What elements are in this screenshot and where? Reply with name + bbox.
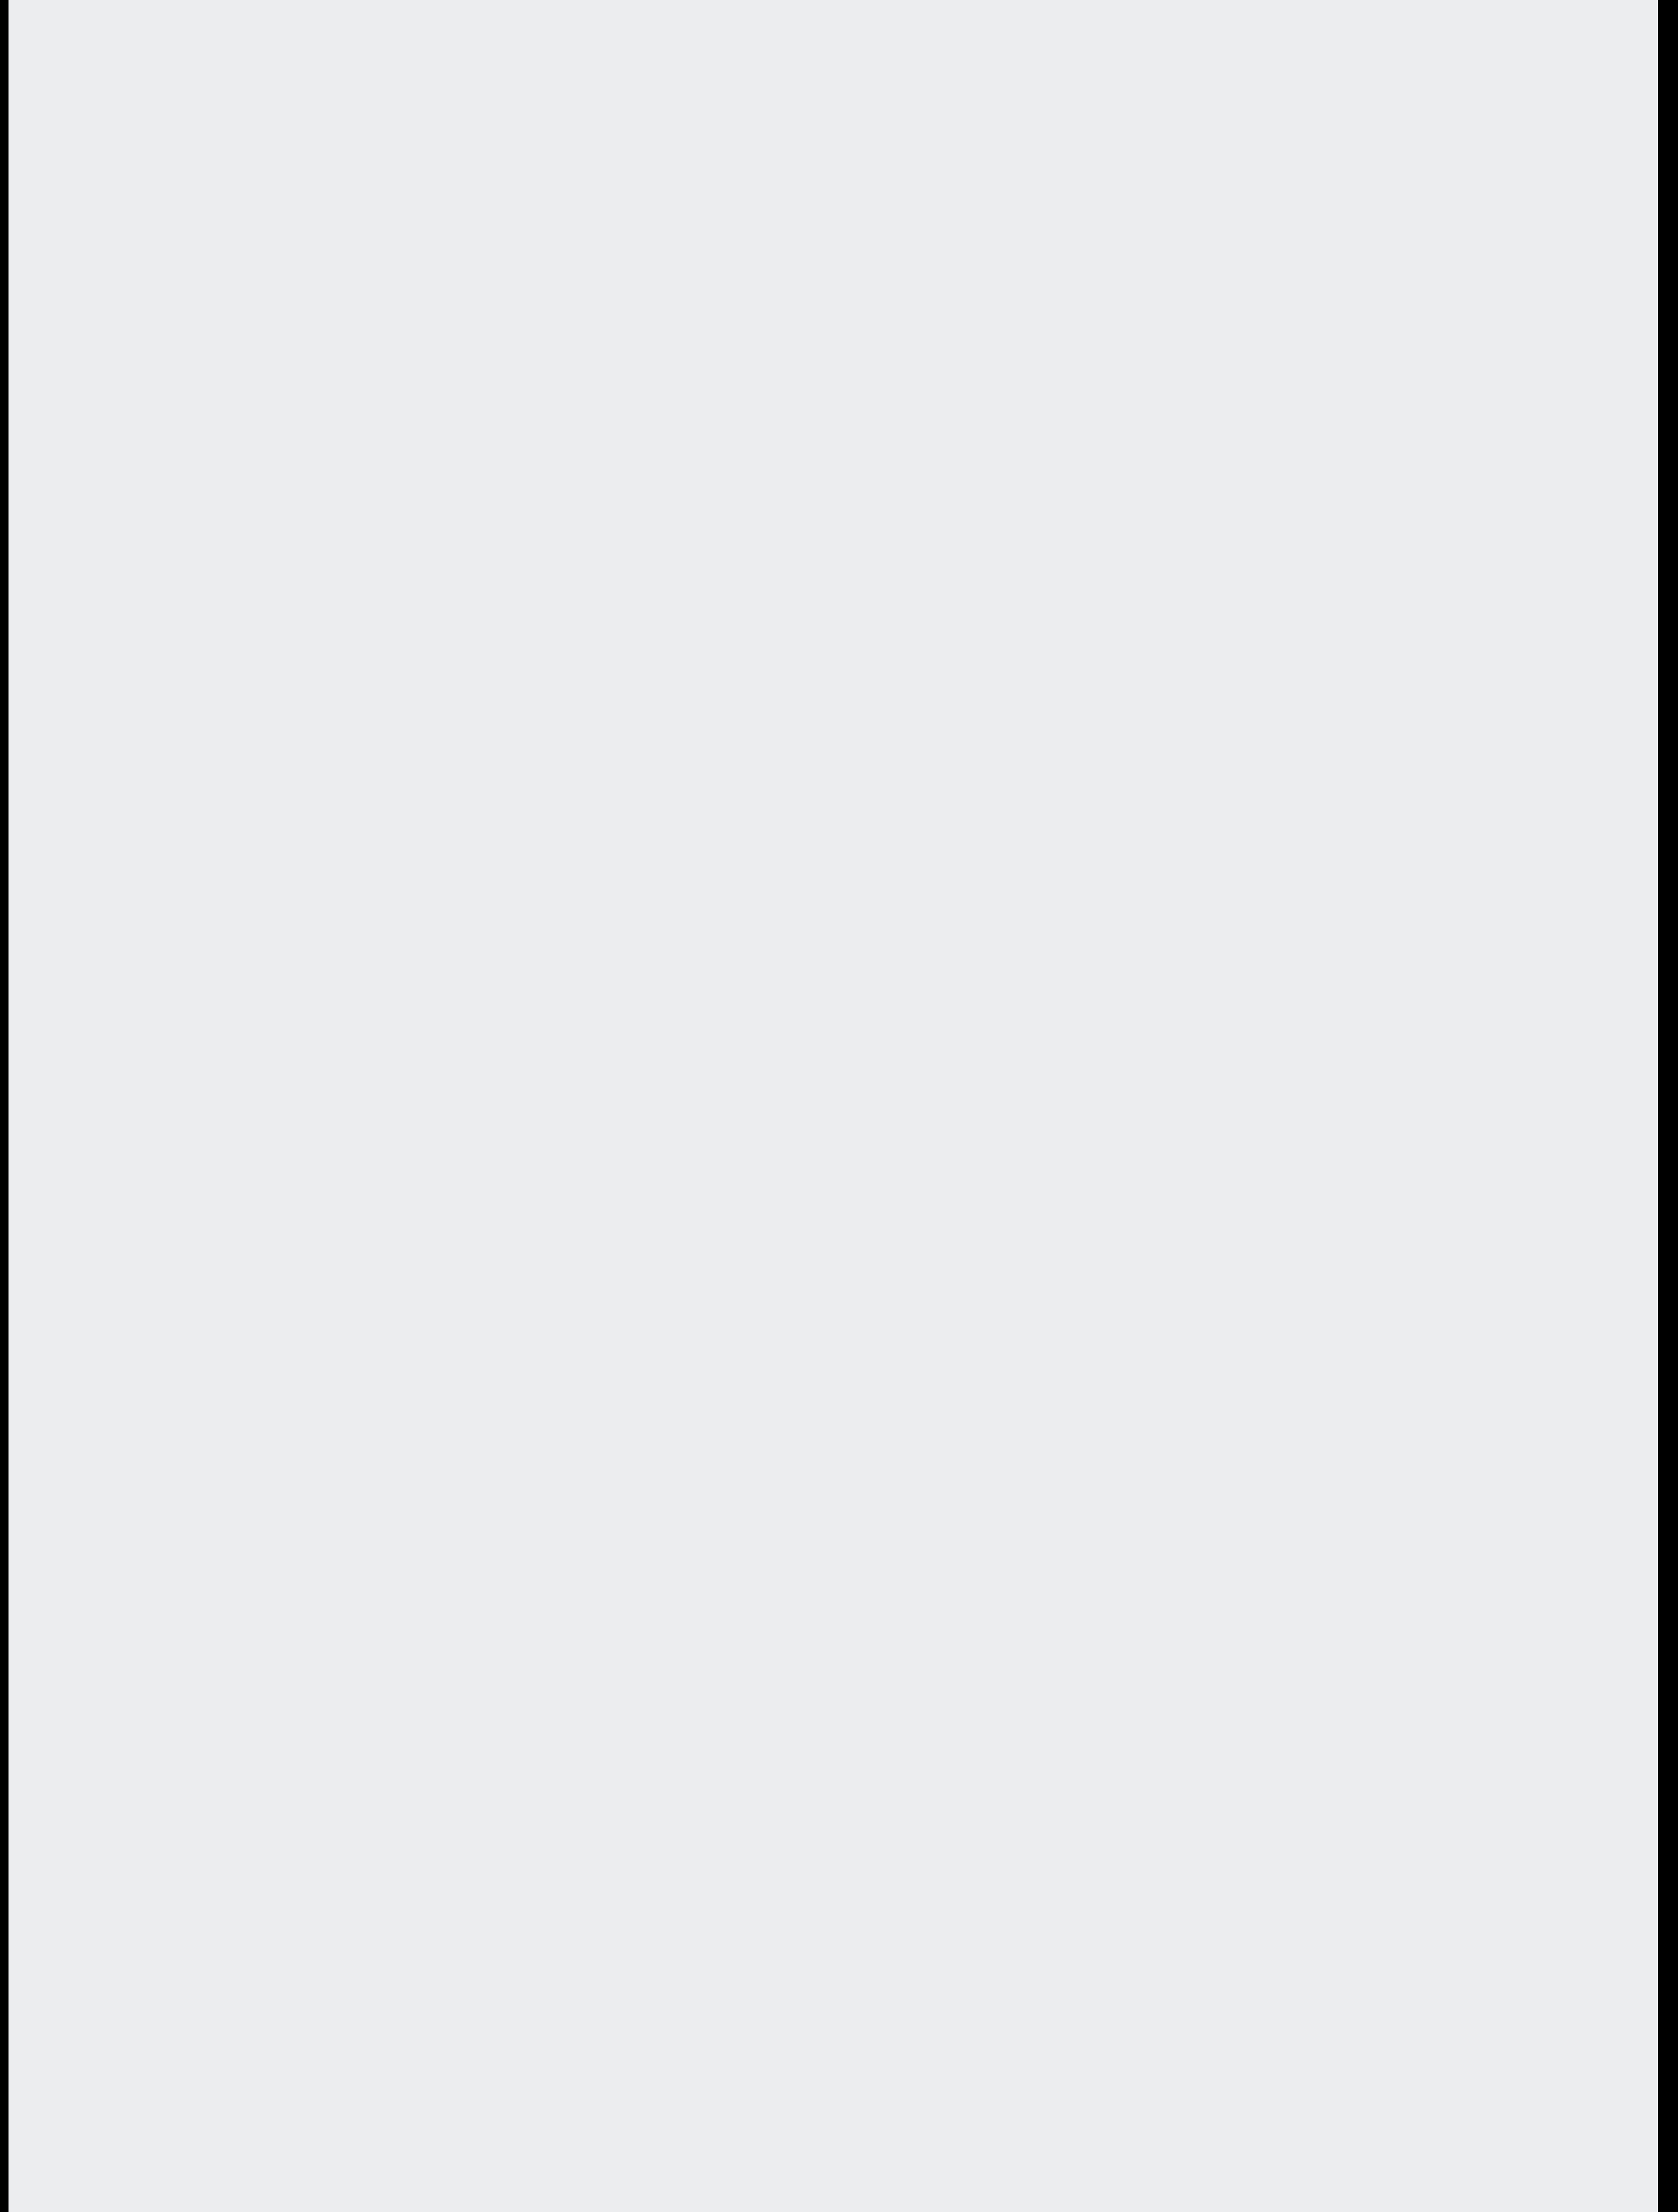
book-page bbox=[9, 0, 1658, 2212]
running-header bbox=[130, 152, 1449, 188]
